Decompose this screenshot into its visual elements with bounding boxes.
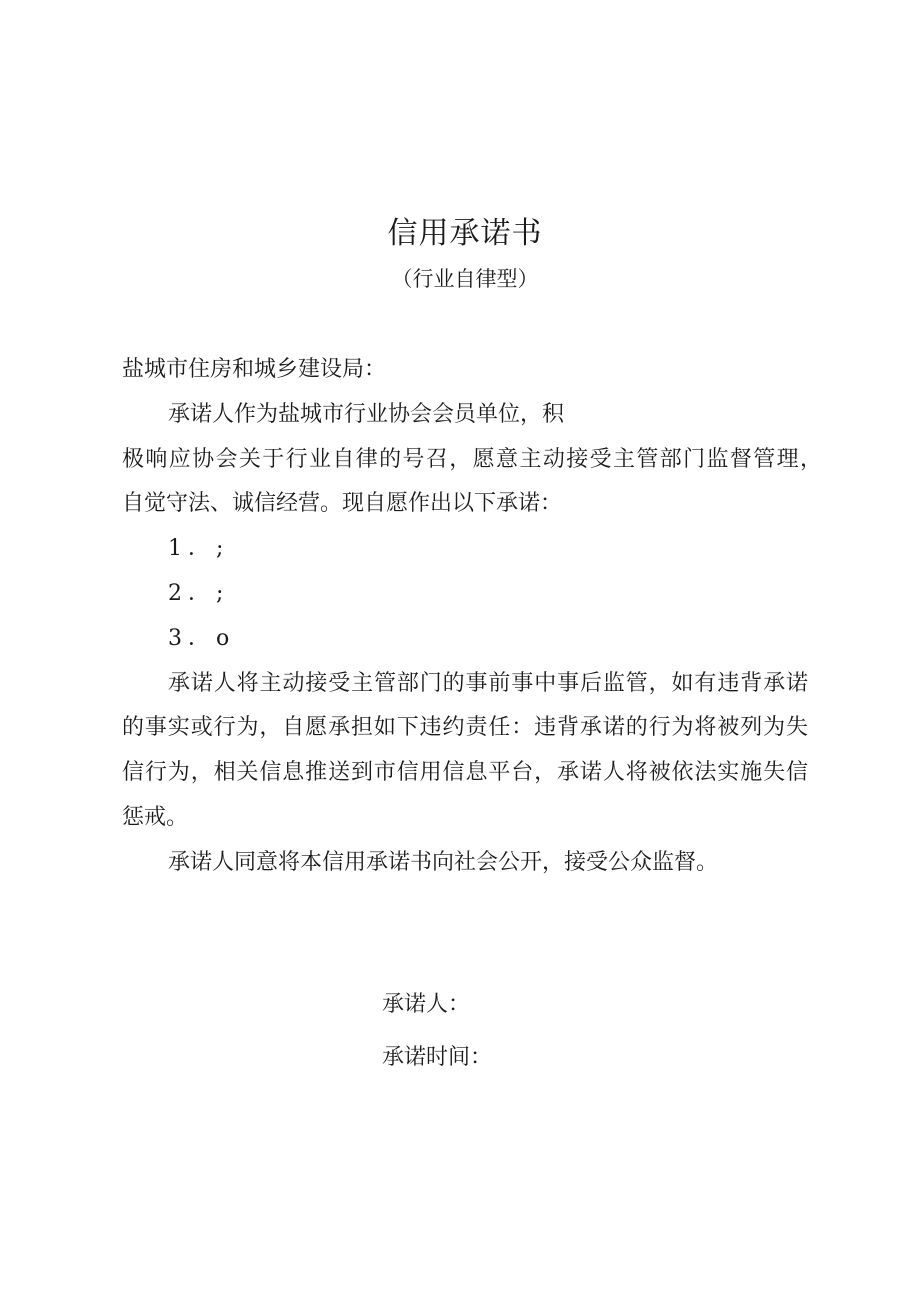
- paragraph2-line3: 信行为，相关信息推送到市信用信息平台，承诺人将被依法实施失信: [122, 760, 808, 785]
- promisor-label: 承诺人：: [382, 992, 471, 1017]
- commitment-item-3: 3．o: [168, 626, 236, 651]
- addressee: 盐城市住房和城乡建设局：: [122, 357, 387, 382]
- paragraph1-line3: 自觉守法、诚信经营。现自愿作出以下承诺：: [122, 491, 563, 516]
- paragraph1-line1: 承诺人作为盐城市行业协会会员单位，积: [168, 402, 565, 427]
- paragraph2-line1: 承诺人将主动接受主管部门的事前事中事后监管，如有违背承诺: [168, 671, 808, 696]
- document-subtitle: （行业自律型）: [391, 267, 539, 291]
- commitment-item-1: 1．;: [168, 536, 230, 561]
- paragraph2-line4: 惩戒。: [122, 805, 189, 830]
- paragraph3: 承诺人同意将本信用承诺书向社会公开，接受公众监督。: [168, 850, 719, 875]
- paragraph2-line2: 的事实或行为，自愿承担如下违约责任：违背承诺的行为将被列为失: [122, 715, 808, 740]
- commitment-item-2: 2．;: [168, 581, 230, 606]
- document-title: 信用承诺书: [387, 216, 543, 251]
- paragraph1-line2: 极响应协会关于行业自律的号召，愿意主动接受主管部门监督管理，: [122, 447, 822, 472]
- promise-date-label: 承诺时间：: [382, 1045, 493, 1070]
